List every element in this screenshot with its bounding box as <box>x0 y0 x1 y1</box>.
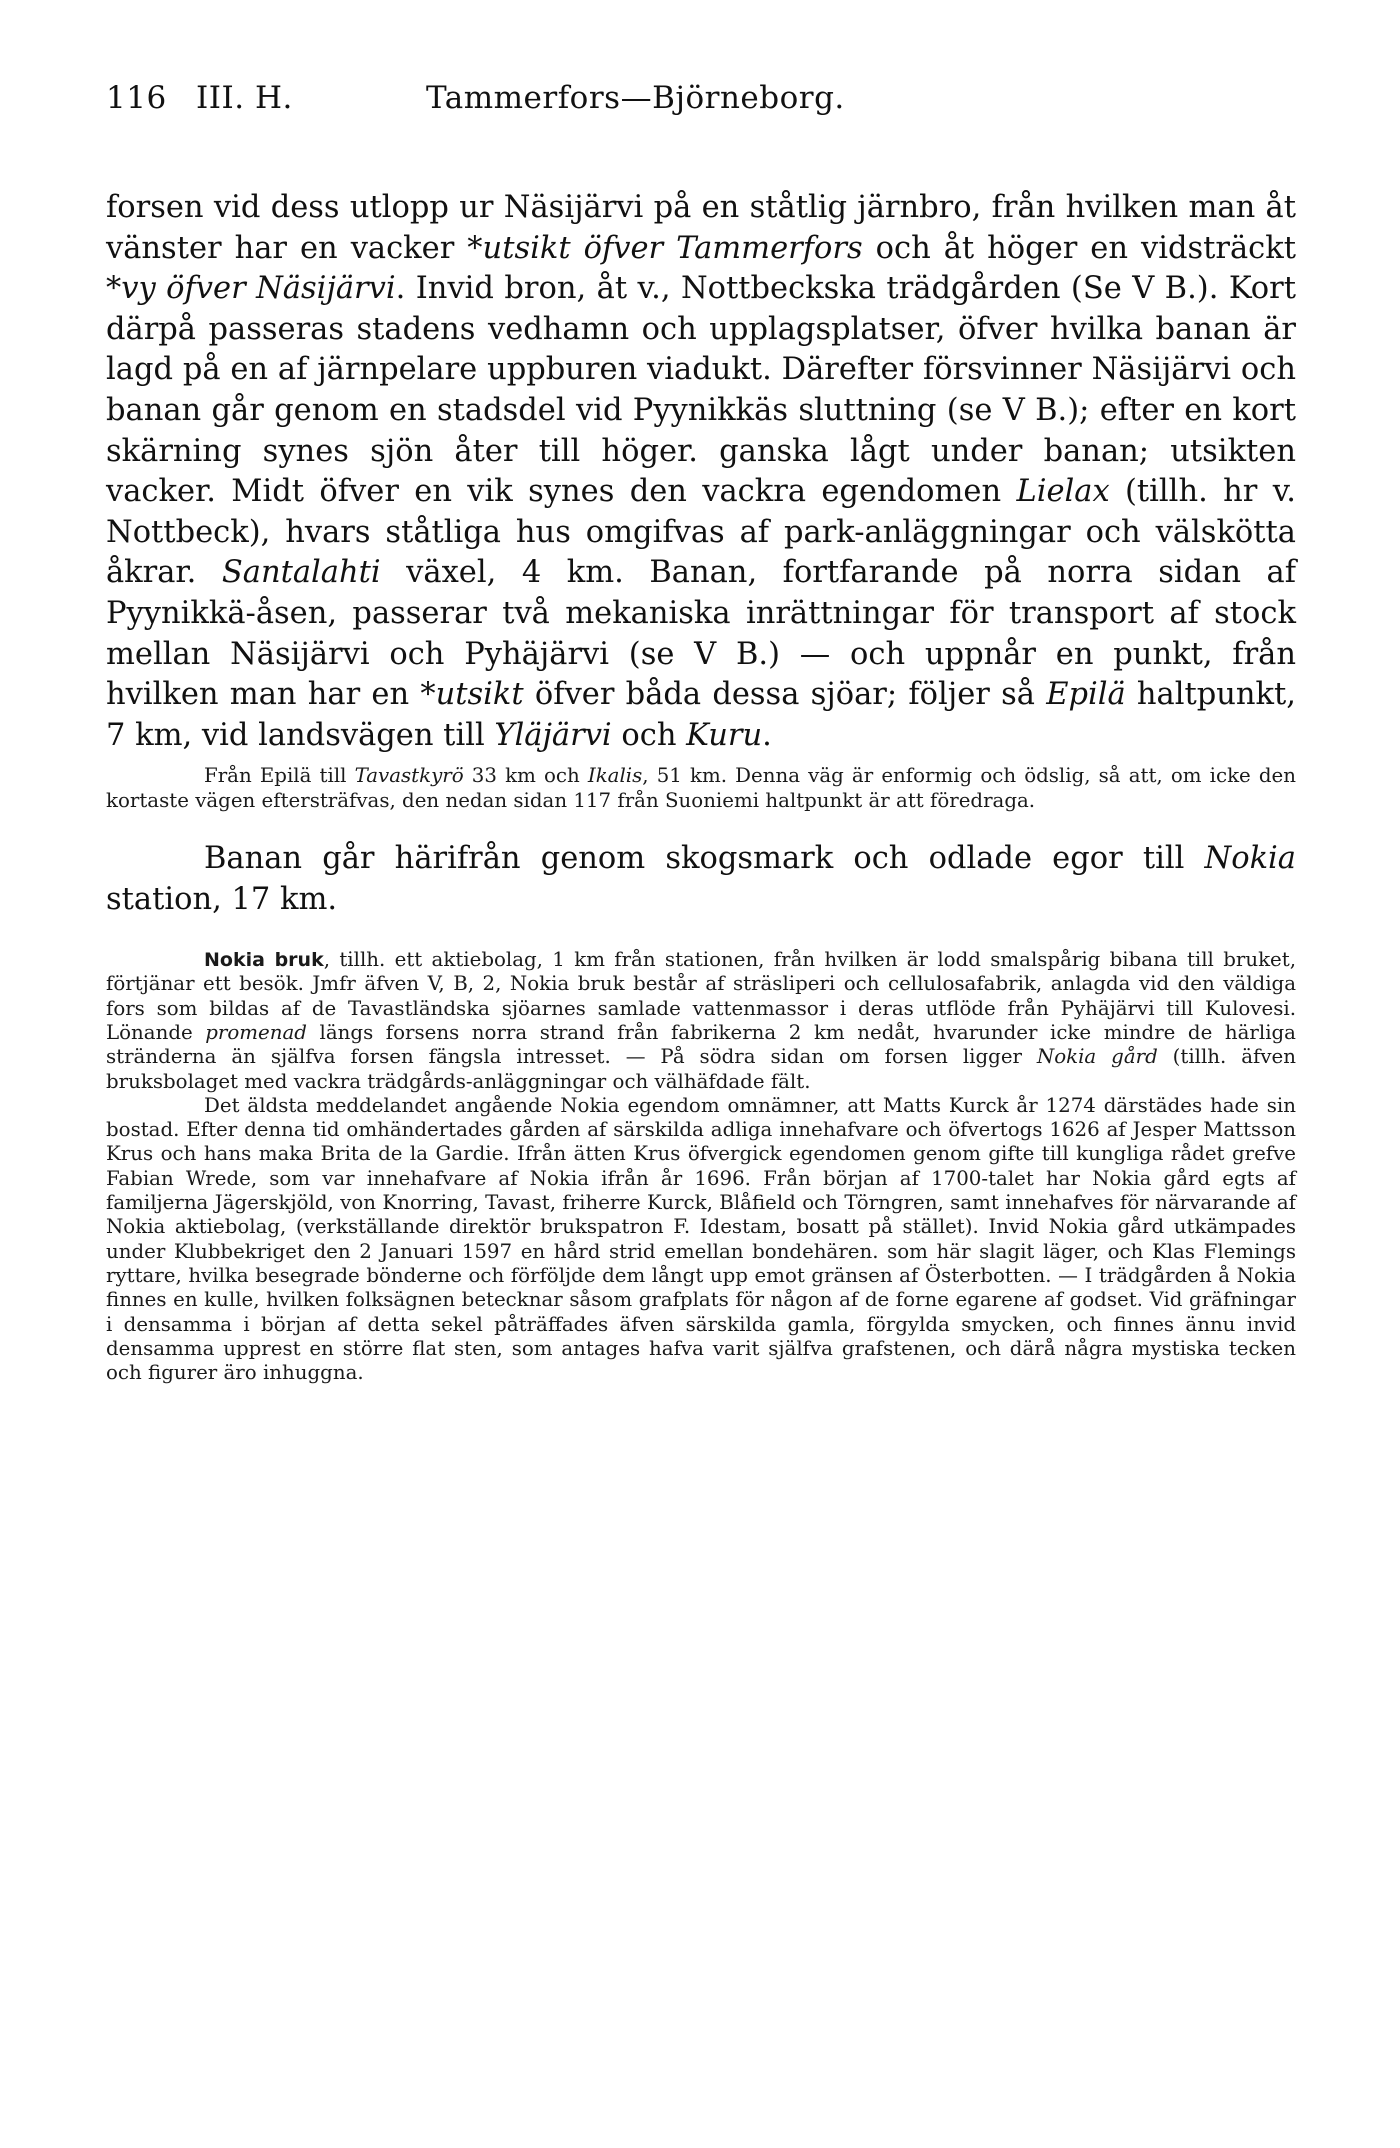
italic-run: Nokia <box>1204 840 1296 876</box>
text-run: forsen vid dess utlopp ur Näsijärvi på en ståtlig järnbro, från hvilken man åt vänster har en vacker <box>106 190 1296 266</box>
note-nokia-bruk <box>106 948 1296 1094</box>
text-run: och åt höger en vidsträckt <box>862 230 1296 266</box>
text-run: (tillh. äfven bruksbolaget med vackra trädgårds-anläggningar och välhäfdade fält. <box>106 1045 1296 1093</box>
text-run: Från Epilä till <box>204 764 355 788</box>
paragraph-nokia-station <box>106 839 1296 920</box>
text-run: 33 km och <box>463 764 588 788</box>
italic-run: Lielax <box>1016 474 1110 510</box>
italic-run: Santalahti <box>221 555 381 591</box>
italic-run: *vy öfver Näsijärvi <box>106 271 396 307</box>
italic-run: Epilä <box>1046 677 1126 713</box>
text-run: , tillh. ett aktiebolag, 1 km från stationen, från hvilken är lodd smalspårig bibana till bruket, förtjänar ett besök. Jmfr äfven V, B, 2, Nokia bruk består af sträsliperi och cellulosafabrik, anlagda vid den väldiga fors som bildas af de Tavastländska sjöarnes samlade vattenmassor i deras utflöde från Pyhäjärvi till Kulovesi. Lönande <box>106 948 1297 1044</box>
text-run: (tillh. hr v. Nottbeck), hvars ståtliga hus omgifvas af park-anläggningar och välskötta åkrar. <box>106 474 1296 591</box>
book-page <box>106 78 1296 1385</box>
text-run: längs forsens norra strand från fabrikerna 2 km nedåt, hvarunder icke mindre de härliga stränderna än själfva forsen fängsla intresset. — På södra sidan om forsen ligger <box>106 1020 1296 1069</box>
section-label: III. H. <box>196 80 293 116</box>
text-run: Banan går härifrån genom skogsmark och odlade egor till <box>204 840 1205 876</box>
text-run: växel, 4 km. Banan, fortfarande på norra sidan af Pyynikkä-åsen, passerar två mekaniska inrättningar för transport af stock mellan Näsijärvi och Pyhäjärvi (se V B.) — och uppnår en punkt, från hvilken man har en <box>106 555 1296 713</box>
italic-run: promenad <box>205 1020 307 1044</box>
note-nokia-history: Det äldsta meddelandet angående Nokia egendom omnämner, att Matts Kurck år 1274 därstädes hade sin bostad. Efter denna tid omhändertades gården af särskilda adliga innehafvare och öfvertogs 1626 af Jesper Mattsson Krus och hans maka Brita de la Gardie. Ifrån ätten Krus öfvergick egendomen genom gifte till kungliga rådet grefve Fabian Wrede, som var innehafvare af Nokia ifrån år 1696. Från början af 1700-talet har Nokia gård egts af familjerna Jägerskjöld, von Knorring, Tavast, friherre Kurck, Blåfield och Törngren, samt innehafves för närvarande af Nokia aktiebolag, (verkställande direktör brukspatron F. Idestam, bosatt på stället). Invid Nokia gård utkämpades under Klubbekriget den 2 Januari 1597 en hård strid emellan bondehären. som här slagit läger, och Klas Flemings ryttare, hvilka besegrade bönderne och förföljde dem långt upp emot gränsen af Österbotten. — I trädgården å Nokia finnes en kulle, hvilken folksägnen betecknar såsom grafplats för någon af de forne egarene af godset. Vid gräfningar i densamma i början af detta sekel påträffades äfven särskilda gamla, förgylda smycken, och finnes ännu invid densamma upprest en större flat sten, som antages hafva varit själfva grafstenen, och därå några mystiska tecken och figurer äro inhuggna. <box>106 1093 1296 1385</box>
italic-run: *utsikt öfver Tammerfors <box>467 230 863 266</box>
italic-run: *utsikt <box>420 677 524 713</box>
bold-heading: Nokia bruk <box>204 949 324 972</box>
italic-run: Yläjärvi <box>494 717 612 753</box>
text-run: , 51 km. Denna väg är enformig och ödslig, så att, om icke den kortaste vägen eftersträfvas, den nedan sidan 117 från Suoniemi haltpunkt är att föredraga. <box>106 764 1297 812</box>
text-run: öfver båda dessa sjöar; följer så <box>523 677 1047 713</box>
text-run: . <box>762 717 772 753</box>
italic-run: Ikalis <box>587 764 643 788</box>
paragraph-forsen <box>106 188 1296 756</box>
italic-run: Tavastkyrö <box>354 764 464 788</box>
text-run: . Invid bron, åt v., Nottbeckska trädgården (Se V B.). Kort därpå passeras stadens vedhamn och upplagsplatser, öfver hvilka banan är lagd på en af järnpelare uppburen viadukt. Därefter försvinner Näsijärvi och banan går genom en stadsdel vid Pyynikkäs sluttning (se V B.); efter en kort skärning synes sjön åter till höger. ganska lågt under banan; utsikten vacker. Midt öfver en vik synes den vackra egendomen <box>106 271 1296 510</box>
running-head <box>106 78 1296 118</box>
text-run: och <box>611 717 687 753</box>
text-run: haltpunkt, 7 km, vid landsvägen till <box>106 677 1296 753</box>
italic-run: Kuru <box>686 717 763 753</box>
route-title: Tammerfors—Björneborg. <box>426 80 845 116</box>
italic-run: Nokia gård <box>1036 1045 1158 1069</box>
text-run: station, 17 km. <box>106 881 338 917</box>
page-number: 116 <box>106 80 167 116</box>
note-epila <box>106 764 1296 813</box>
